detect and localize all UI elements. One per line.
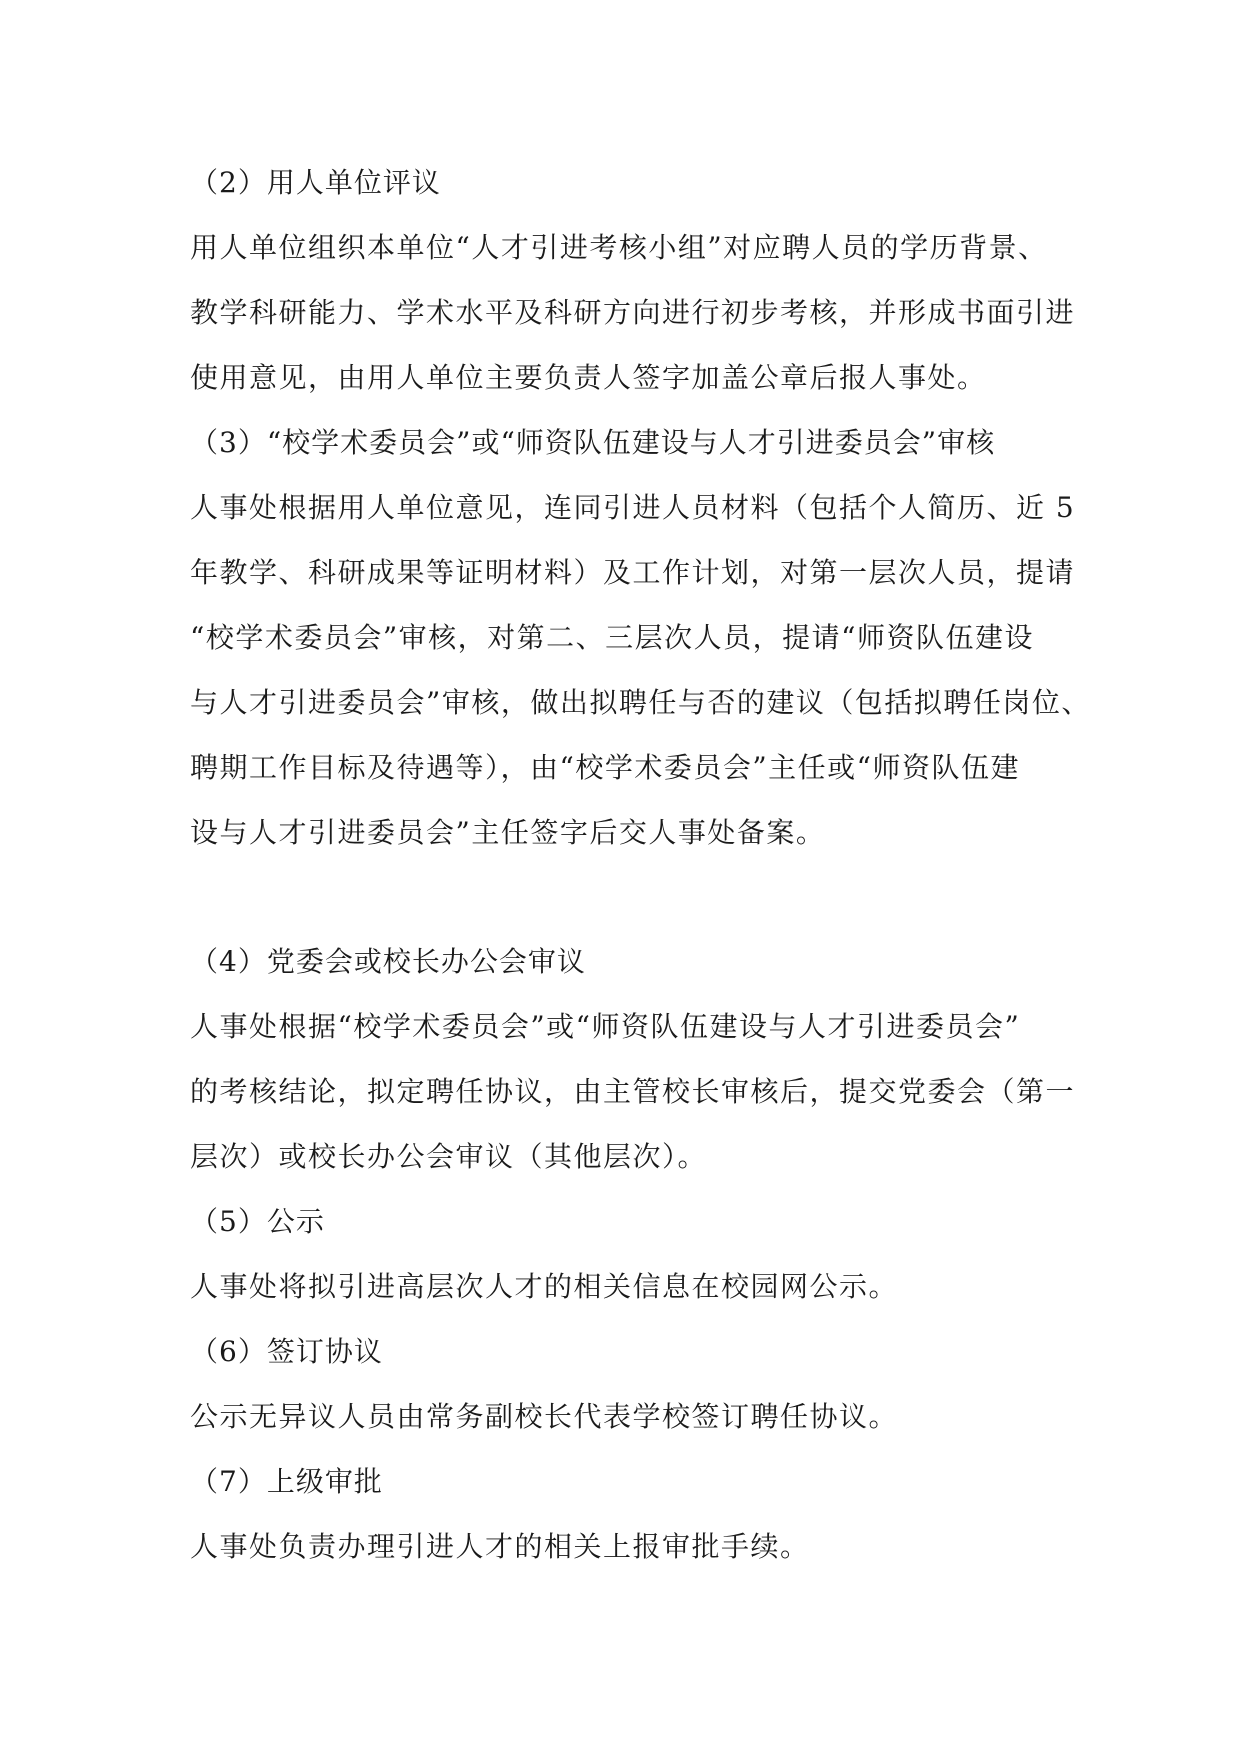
paragraph-line: 人事处将拟引进高层次人才的相关信息在校园网公示。 xyxy=(190,1270,899,1303)
paragraph-line: “校学术委员会”审核，对第二、三层次人员，提请“师资队伍建设 xyxy=(190,621,1034,654)
paragraph-line: 人事处根据“校学术委员会”或“师资队伍建设与人才引进委员会” xyxy=(190,1010,1021,1043)
paragraph-line: 用人单位组织本单位“人才引进考核小组”对应聘人员的学历背景、 xyxy=(190,231,1048,264)
section-heading-3: （3）“校学术委员会”或“师资队伍建设与人才引进委员会”审核 xyxy=(190,426,996,459)
paragraph-line: 聘期工作目标及待遇等），由“校学术委员会”主任或“师资队伍建 xyxy=(190,751,1020,784)
paragraph-line: 人事处负责办理引进人才的相关上报审批手续。 xyxy=(190,1530,810,1563)
paragraph-line: 的考核结论，拟定聘任协议，由主管校长审核后，提交党委会（第一 xyxy=(190,1075,1076,1108)
section-heading-4: （4）党委会或校长办公会审议 xyxy=(190,945,586,978)
section-heading-5: （5）公示 xyxy=(190,1205,325,1238)
paragraph-line: 层次）或校长办公会审议（其他层次）。 xyxy=(190,1140,708,1173)
paragraph-line: 年教学、科研成果等证明材料）及工作计划，对第一层次人员，提请 xyxy=(190,556,1076,589)
paragraph-line: 与人才引进委员会”审核，做出拟聘任与否的建议（包括拟聘任岗位、 xyxy=(190,686,1091,719)
paragraph-line: 人事处根据用人单位意见，连同引进人员材料（包括个人简历、近 5 xyxy=(190,491,1076,524)
section-heading-6: （6）签订协议 xyxy=(190,1335,383,1368)
paragraph-line: 设与人才引进委员会”主任签字后交人事处备案。 xyxy=(190,816,826,849)
paragraph-line: 使用意见，由用人单位主要负责人签字加盖公章后报人事处。 xyxy=(190,361,987,394)
paragraph-line: 教学科研能力、学术水平及科研方向进行初步考核，并形成书面引进 xyxy=(190,296,1076,329)
section-heading-7: （7）上级审批 xyxy=(190,1465,383,1498)
section-heading-2: （2）用人单位评议 xyxy=(190,166,441,199)
paragraph-line: 公示无异议人员由常务副校长代表学校签订聘任协议。 xyxy=(190,1400,899,1433)
